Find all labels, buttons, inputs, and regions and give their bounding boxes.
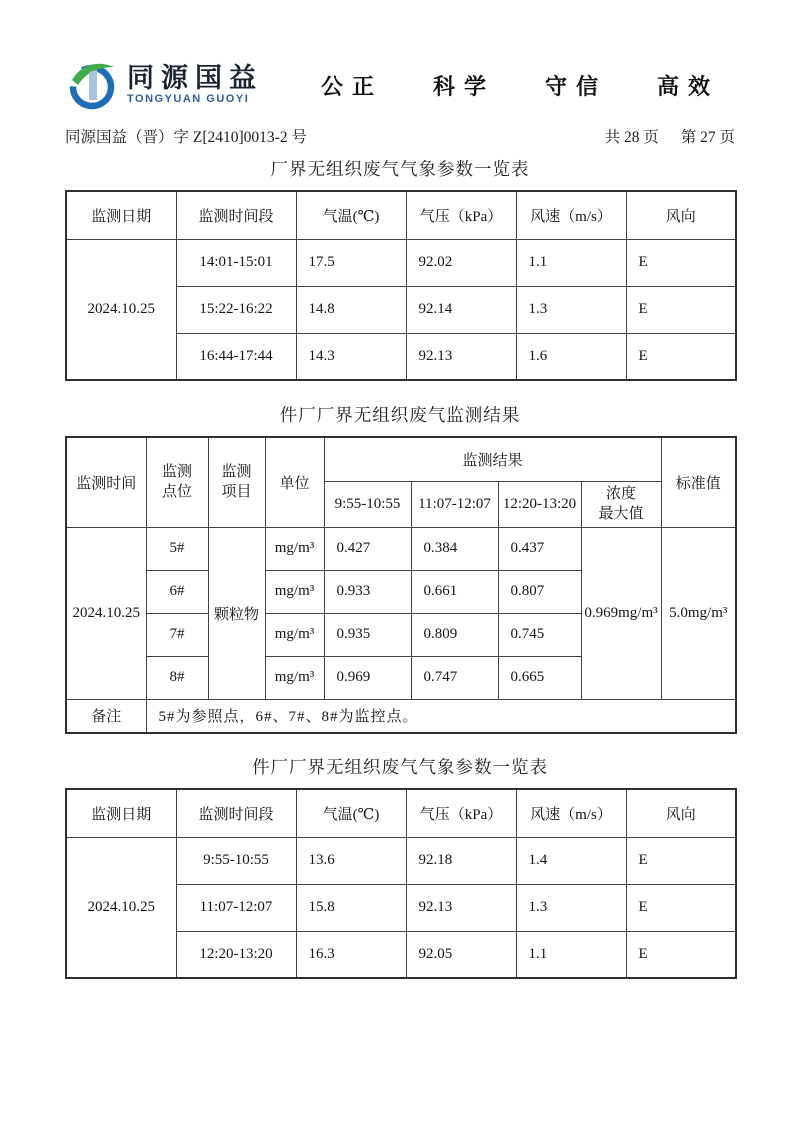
col-header-date: 监测日期 <box>66 789 176 837</box>
col-header-winddir: 风向 <box>626 789 736 837</box>
table-row <box>66 239 736 286</box>
col-header-windspeed: 风速（m/s） <box>516 789 626 837</box>
results-header-row-1 <box>66 437 736 481</box>
cell-value: 0.437 <box>498 527 581 570</box>
cell-windspeed: 1.1 <box>516 931 626 978</box>
cell-pressure: 92.14 <box>406 286 516 333</box>
cell-unit: mg/m³ <box>265 613 324 656</box>
header <box>65 58 735 116</box>
document-number: 同源国益（晋）字 Z[2410]0013-2 号 <box>65 129 307 146</box>
col-header-item-line2: 项目 <box>221 484 252 501</box>
cell-winddir: E <box>626 884 736 931</box>
col-header-winddir: 风向 <box>626 191 736 239</box>
cell-unit: mg/m³ <box>265 656 324 699</box>
slogan-science: 科学 <box>432 74 495 99</box>
meteo-table-2 <box>65 788 737 979</box>
brand-name-en: TONGYUAN GUOYI <box>127 93 250 106</box>
col-header-unit: 单位 <box>265 437 324 527</box>
cell-period: 9:55-10:55 <box>176 837 296 884</box>
results-table <box>65 436 737 734</box>
cell-windspeed: 1.6 <box>516 333 626 380</box>
cell-winddir: E <box>626 931 736 978</box>
cell-value: 0.933 <box>324 570 411 613</box>
cell-winddir: E <box>626 286 736 333</box>
slogan-row <box>263 58 735 101</box>
page-info <box>587 125 735 147</box>
cell-pressure: 92.02 <box>406 239 516 286</box>
cell-temp: 16.3 <box>296 931 406 978</box>
cell-value: 0.384 <box>411 527 498 570</box>
cell-period: 14:01-15:01 <box>176 239 296 286</box>
col-header-date: 监测日期 <box>66 191 176 239</box>
cell-temp: 15.8 <box>296 884 406 931</box>
cell-pressure: 92.18 <box>406 837 516 884</box>
cell-temp: 13.6 <box>296 837 406 884</box>
logo-icon <box>65 58 119 112</box>
cell-period: 11:07-12:07 <box>176 884 296 931</box>
cell-value: 0.935 <box>324 613 411 656</box>
results-row <box>66 527 736 570</box>
cell-point: 8# <box>146 656 208 699</box>
col-header-period-3: 12:20-13:20 <box>498 481 581 527</box>
slogan-fairness: 公正 <box>321 74 384 99</box>
col-header-point-line2: 点位 <box>161 484 192 501</box>
cell-pressure: 92.05 <box>406 931 516 978</box>
cell-date: 2024.10.25 <box>66 837 176 978</box>
table-row <box>66 837 736 884</box>
logo-bar <box>89 70 97 100</box>
cell-value: 0.807 <box>498 570 581 613</box>
cell-winddir: E <box>626 837 736 884</box>
document-meta-row <box>65 125 735 147</box>
col-header-pressure: 气压（kPa） <box>406 191 516 239</box>
col-header-temp: 气温(℃) <box>296 789 406 837</box>
cell-period: 15:22-16:22 <box>176 286 296 333</box>
table3-title: 件厂厂界无组织废气气象参数一览表 <box>252 757 548 777</box>
col-header-max-line2: 最大值 <box>598 506 644 522</box>
logo-text <box>127 64 263 107</box>
cell-item: 颗粒物 <box>208 527 265 699</box>
cell-unit: mg/m³ <box>265 570 324 613</box>
company-logo <box>65 58 263 112</box>
col-header-max-line1: 浓度 <box>606 485 637 502</box>
col-header-standard: 标准值 <box>661 437 736 527</box>
col-header-point <box>146 437 208 527</box>
cell-windspeed: 1.1 <box>516 239 626 286</box>
table-header-row <box>66 191 736 239</box>
cell-point: 5# <box>146 527 208 570</box>
cell-value: 0.969 <box>324 656 411 699</box>
page-current: 第 27 页 <box>680 129 735 146</box>
cell-value: 0.427 <box>324 527 411 570</box>
col-header-period-2: 11:07-12:07 <box>411 481 498 527</box>
cell-value: 0.747 <box>411 656 498 699</box>
brand-name-cn: 同源国益 <box>127 62 263 93</box>
col-header-temp: 气温(℃) <box>296 191 406 239</box>
col-header-period: 监测时间段 <box>176 191 296 239</box>
cell-unit: mg/m³ <box>265 527 324 570</box>
meteo-table-1 <box>65 190 737 381</box>
table1-title: 厂界无组织废气气象参数一览表 <box>270 159 530 179</box>
cell-windspeed: 1.3 <box>516 884 626 931</box>
col-header-period-1: 9:55-10:55 <box>324 481 411 527</box>
cell-pressure: 92.13 <box>406 884 516 931</box>
note-row <box>66 699 736 733</box>
col-header-pressure: 气压（kPa） <box>406 789 516 837</box>
pages-total: 共 28 页 <box>604 129 659 146</box>
col-header-item-line1: 监测 <box>221 464 252 480</box>
col-header-period: 监测时间段 <box>176 789 296 837</box>
cell-temp: 17.5 <box>296 239 406 286</box>
cell-date: 2024.10.25 <box>66 239 176 380</box>
col-header-windspeed: 风速（m/s） <box>516 191 626 239</box>
cell-point: 6# <box>146 570 208 613</box>
cell-max-value: 0.969mg/m³ <box>581 527 661 699</box>
cell-date: 2024.10.25 <box>66 527 146 699</box>
cell-period: 12:20-13:20 <box>176 931 296 978</box>
cell-winddir: E <box>626 239 736 286</box>
cell-winddir: E <box>626 333 736 380</box>
cell-windspeed: 1.3 <box>516 286 626 333</box>
cell-temp: 14.3 <box>296 333 406 380</box>
col-header-point-line1: 监测 <box>161 464 192 480</box>
cell-point: 7# <box>146 613 208 656</box>
cell-period: 16:44-17:44 <box>176 333 296 380</box>
table2-title: 件厂厂界无组织废气监测结果 <box>279 405 521 425</box>
col-header-time: 监测时间 <box>66 437 146 527</box>
cell-value: 0.665 <box>498 656 581 699</box>
slogan-integrity: 守信 <box>544 74 607 99</box>
note-label: 备注 <box>66 699 146 733</box>
table-header-row <box>66 789 736 837</box>
cell-standard-value: 5.0mg/m³ <box>661 527 736 699</box>
note-text: 5#为参照点，6#、7#、8#为监控点。 <box>146 699 736 733</box>
cell-value: 0.809 <box>411 613 498 656</box>
col-header-item <box>208 437 265 527</box>
col-header-max <box>581 481 661 527</box>
cell-value: 0.745 <box>498 613 581 656</box>
cell-windspeed: 1.4 <box>516 837 626 884</box>
slogan-efficiency: 高效 <box>656 74 719 99</box>
col-header-result-group: 监测结果 <box>324 437 661 481</box>
cell-temp: 14.8 <box>296 286 406 333</box>
cell-value: 0.661 <box>411 570 498 613</box>
cell-pressure: 92.13 <box>406 333 516 380</box>
